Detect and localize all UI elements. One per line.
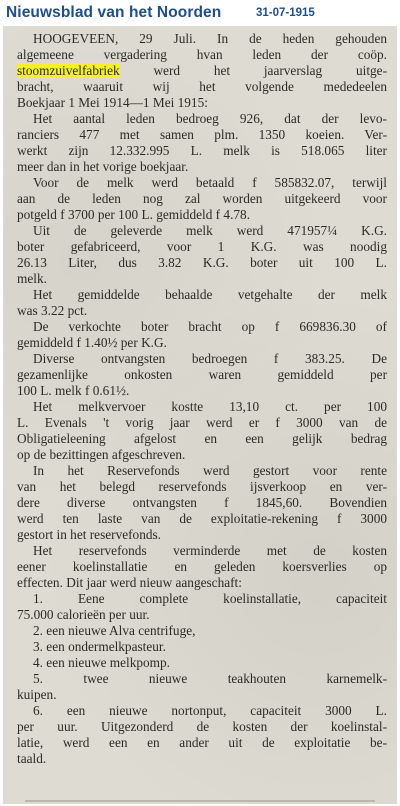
article-line: op de bezittingen afgeschreven. xyxy=(17,447,186,462)
article-line-rest: werd het jaarverslag uitge- xyxy=(119,63,387,78)
article-line: Het melkvervoer kostte 13,10 ct. per 100 xyxy=(33,399,387,414)
article-line: Uit de geleverde melk werd 471957¼ K.G. xyxy=(33,223,387,238)
article-line: Het aantal leden bedroeg 926, dat der levo- xyxy=(33,111,387,126)
article-line: per uur. Uitgezonderd de kosten der koelinstal- xyxy=(17,719,387,734)
article-line: aan de leden nog zal worden uitgekeerd voor xyxy=(17,191,387,206)
article-line: 6. een nieuwe nortonput, capaciteit 3000 L. xyxy=(33,703,387,718)
article-line: Voor de melk werd betaald f 585832.07, terwijl xyxy=(33,175,387,190)
article-line: HOOGEVEEN, 29 Juli. In de heden gehouden xyxy=(33,31,387,46)
publication-date: 31-07-1915 xyxy=(256,7,315,19)
article-line: In het Reservefonds werd gestort voor rente xyxy=(33,463,387,478)
article-line: melk. xyxy=(17,271,47,286)
article-line: Obligatieleening afgelost en een gelijk bedrag xyxy=(17,431,387,446)
article-line: Het gemiddelde behaalde vetgehalte der melk xyxy=(33,287,387,302)
article-line: 5. twee nieuwe teakhouten karnemelk- xyxy=(33,671,387,686)
article-line: ranciers 477 met samen plm. 1350 koeien. Ver- xyxy=(17,127,387,142)
article-line: gestort in het reservefonds. xyxy=(17,527,162,542)
article-line: dere diverse ontvangsten f 1845,60. Bovendien xyxy=(17,495,387,510)
article-line: 2. een nieuwe Alva centrifuge, xyxy=(33,623,196,638)
article-line: van het belegd reservefonds ijsverkoop en ver- xyxy=(17,479,387,494)
clipping-bottom-rule xyxy=(25,800,375,802)
article-line-highlighted xyxy=(17,63,387,79)
article-line: L. Evenals 't vorig jaar werd er f 3000 van de xyxy=(17,415,387,430)
article-line: 1. Eene complete koelinstallatie, capaciteit xyxy=(33,591,387,606)
article-line: latie, werd een en ander uit de exploitatie be- xyxy=(17,735,387,750)
article-line: eener koelinstallatie en geleden koersverlies op xyxy=(17,559,387,574)
article-line: 3. een ondermelkpasteur. xyxy=(33,639,166,654)
article-line: boter gefabriceerd, voor 1 K.G. was noodig xyxy=(17,239,387,254)
article-line: 100 L. melk f 0.61½. xyxy=(17,383,130,398)
newspaper-clipping xyxy=(3,26,397,804)
article-line: meer dan in het vorige boekjaar. xyxy=(17,159,189,174)
article-line: werkt zijn 12.332.995 L. melk is 518.065 liter xyxy=(17,143,387,158)
article-line: 26.13 Liter, dus 3.82 K.G. boter uit 100 L. xyxy=(17,255,387,270)
article-line: effecten. Dit jaar werd nieuw aangeschaft: xyxy=(17,575,242,590)
article-line: bracht, waaruit wij het volgende mededeelen xyxy=(17,79,387,94)
article-line: potgeld f 3700 per 100 L. gemiddeld f 4.78. xyxy=(17,207,251,222)
article-line: kuipen. xyxy=(17,687,57,702)
article-line: werd ten laste van de exploitatie-rekening f 3000 xyxy=(17,511,387,526)
article-line: was 3.22 pct. xyxy=(17,303,88,318)
clipping-header xyxy=(0,0,400,26)
article-line: 75.000 calorieën per uur. xyxy=(17,607,150,622)
article-line: Boekjaar 1 Mei 1914—1 Mei 1915: xyxy=(17,95,208,110)
article-line: algemeene vergadering hvan leden der coöp. xyxy=(17,47,387,62)
article-line: gemiddeld f 1.40½ per K.G. xyxy=(17,335,167,350)
article-line: 4. een nieuwe melkpomp. xyxy=(33,655,170,670)
article-line: Het reservefonds verminderde met de kosten xyxy=(33,543,387,558)
article-line: gezamenlijke onkosten waren gemiddeld per xyxy=(17,367,387,382)
search-highlight: stoomzuivelfabriek xyxy=(17,63,120,78)
newspaper-title: Nieuwsblad van het Noorden xyxy=(6,4,222,21)
article-line: Diverse ontvangsten bedroegen f 383.25. De xyxy=(33,351,387,366)
article-line: taald. xyxy=(17,751,47,766)
article-line: De verkochte boter bracht op f 669836.30 of xyxy=(33,319,387,334)
